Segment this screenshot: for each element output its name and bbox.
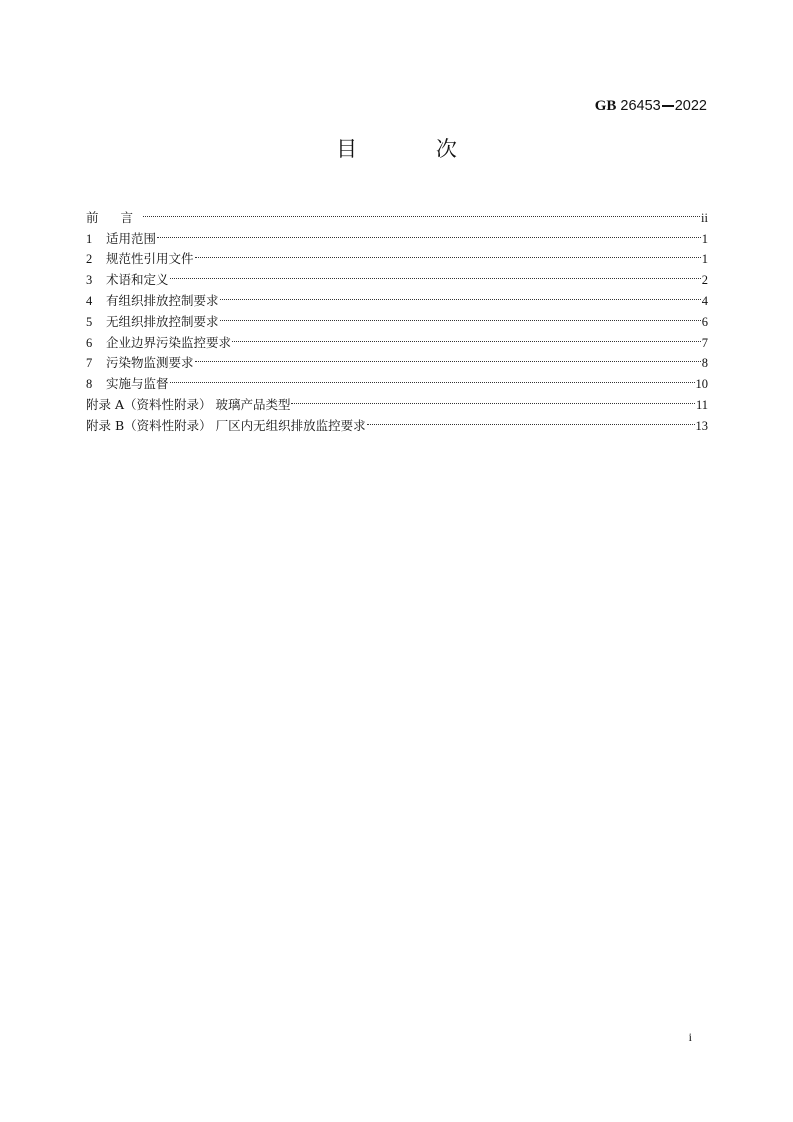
toc-section-number: 6 <box>86 335 93 350</box>
toc-entry-text: 有组织排放控制要求 <box>106 292 219 308</box>
toc-page-number: 7 <box>701 335 708 350</box>
toc-page-number: 1 <box>701 252 708 267</box>
toc-entry-text: 规范性引用文件 <box>106 251 194 267</box>
table-of-contents <box>86 201 708 433</box>
toc-leader <box>232 326 701 347</box>
page-title: 目 次 <box>336 137 493 161</box>
toc-page-number: ii <box>701 210 708 225</box>
toc-page-number: 10 <box>695 377 708 392</box>
toc-leader <box>220 284 701 305</box>
toc-entry-text: 污染物监测要求 <box>106 355 194 371</box>
toc-page-number: 13 <box>695 418 708 433</box>
toc-entry-appendix-a[interactable] <box>86 388 708 412</box>
toc-entry-text: 附录 A（资料性附录） 玻璃产品类型 <box>86 396 291 412</box>
standard-code <box>595 96 707 116</box>
toc-section-number: 5 <box>86 314 93 329</box>
page-number: i <box>688 1030 692 1044</box>
toc-leader <box>170 263 701 284</box>
toc-leader <box>143 201 700 222</box>
toc-page-number: 1 <box>701 231 708 246</box>
toc-section-number: 1 <box>86 231 93 246</box>
toc-entry-text: 实施与监督 <box>106 376 169 392</box>
toc-leader <box>157 222 701 243</box>
toc-leader <box>367 409 695 430</box>
toc-page-number: 11 <box>695 397 708 412</box>
toc-leader <box>195 243 701 264</box>
toc-leader <box>291 388 694 409</box>
toc-entry-text: 适用范围 <box>106 230 157 246</box>
toc-entry-4[interactable] <box>86 284 708 308</box>
toc-entry-foreword[interactable] <box>86 201 708 225</box>
toc-section-number: 8 <box>86 377 93 392</box>
toc-page-number: 4 <box>701 293 708 308</box>
toc-entry-2[interactable] <box>86 243 708 267</box>
standard-code-separator <box>662 105 674 107</box>
toc-page-number: 6 <box>701 314 708 329</box>
toc-entry-3[interactable] <box>86 263 708 288</box>
toc-leader <box>170 367 695 388</box>
toc-page-number: 2 <box>701 273 708 288</box>
toc-section-number: 3 <box>86 273 93 288</box>
toc-section-number: 4 <box>86 293 93 308</box>
standard-code-prefix: GB <box>594 98 617 114</box>
standard-code-number: 26453 <box>620 98 661 114</box>
toc-leader <box>220 305 701 326</box>
toc-entry-text: 附录 B（资料性附录） 厂区内无组织排放监控要求 <box>86 417 366 433</box>
toc-entry-text: 无组织排放控制要求 <box>106 313 219 329</box>
toc-leader <box>195 347 701 368</box>
toc-page-number: 8 <box>701 356 708 371</box>
toc-entry-1[interactable] <box>86 222 708 246</box>
standard-code-year: 2022 <box>674 98 707 114</box>
toc-entry-text: 术语和定义 <box>106 272 169 288</box>
toc-section-number: 7 <box>86 356 93 371</box>
toc-entry-text: 企业边界污染监控要求 <box>106 334 232 350</box>
toc-entry-text: 前 言 <box>86 209 142 225</box>
toc-entry-8[interactable] <box>86 367 708 392</box>
toc-section-number: 2 <box>86 252 93 267</box>
